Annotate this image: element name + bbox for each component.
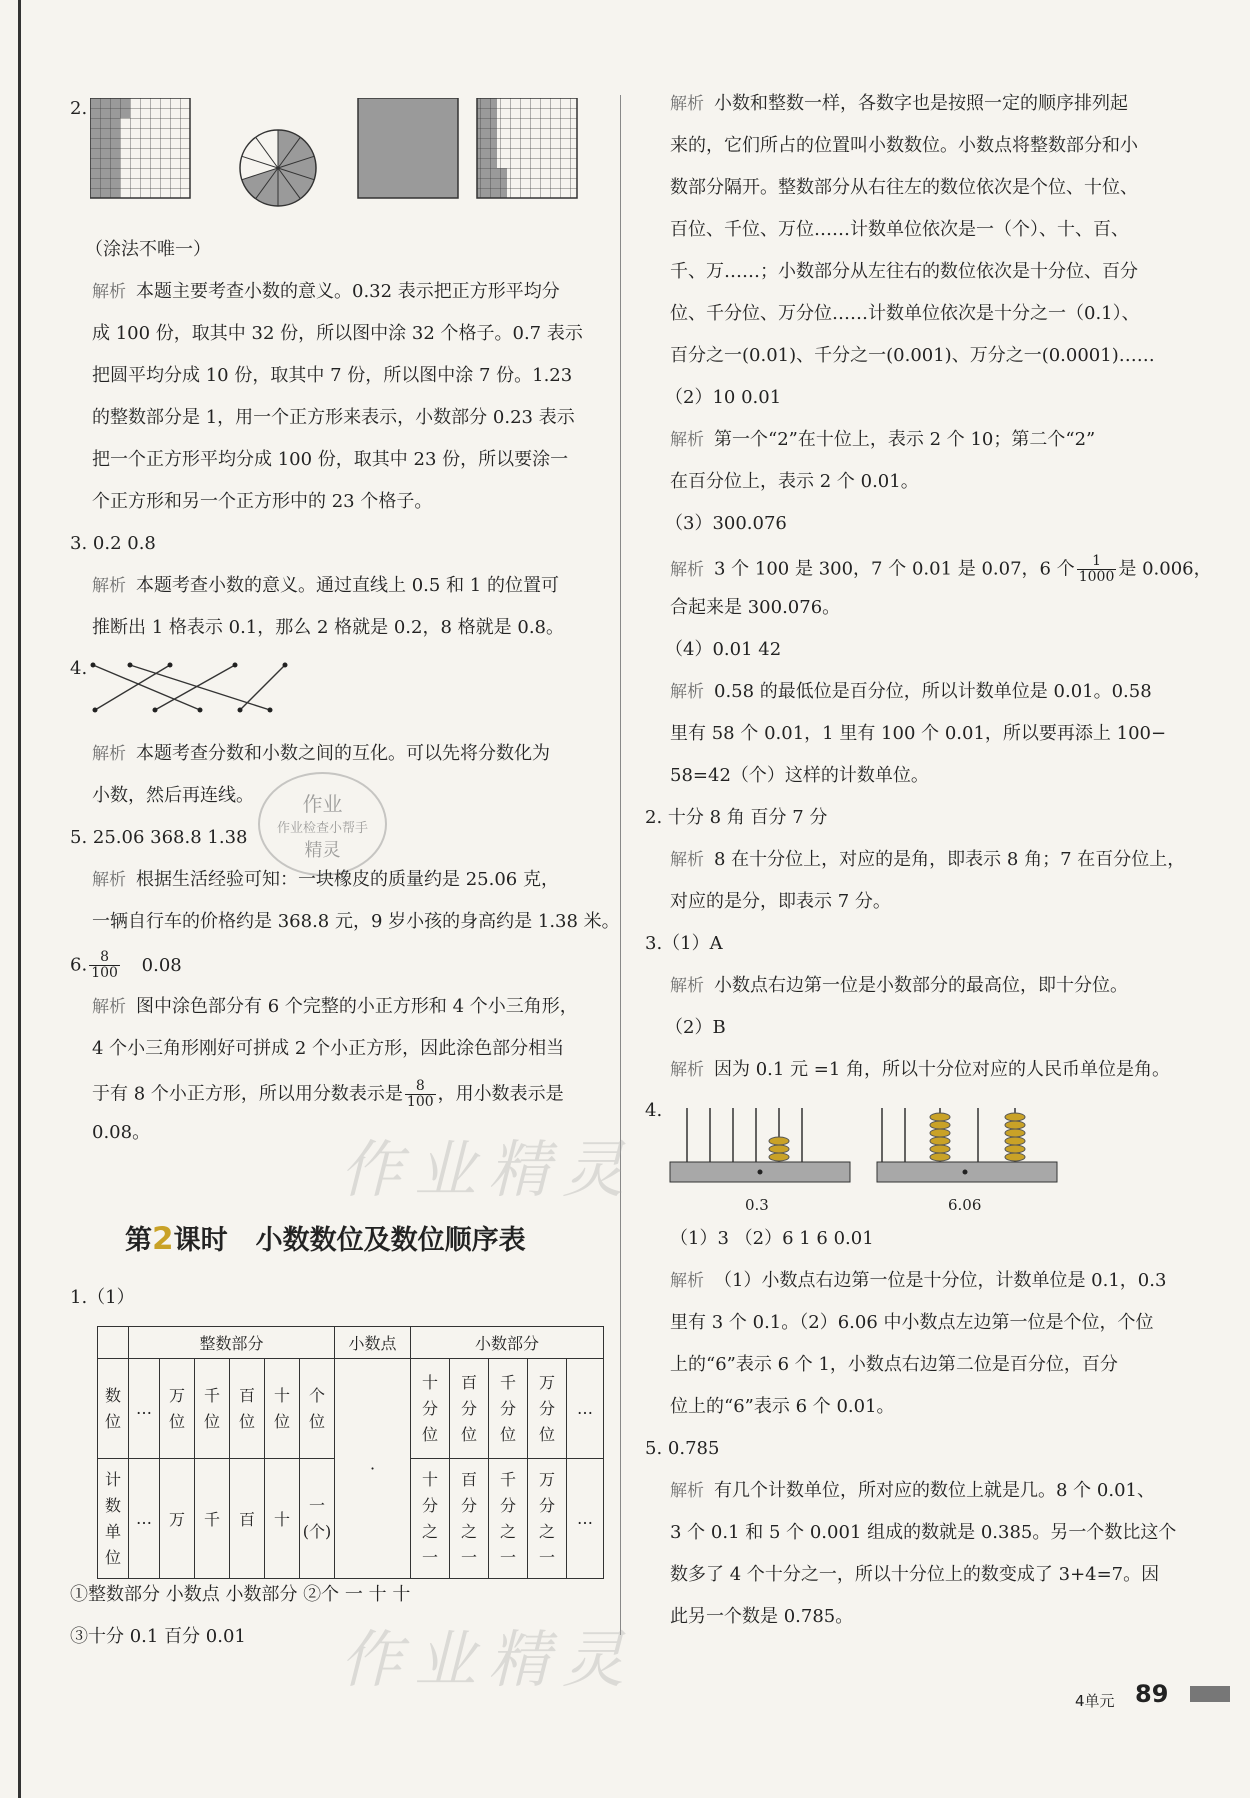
watermark-2: 作业精灵 (340, 1623, 637, 1696)
q6-fraction: $\frac{8}{100}$ (91, 949, 118, 981)
q5-answer: 5. 25.06 368.8 1.38 (70, 827, 248, 848)
q5r-answer: 5. 0.785 (645, 1438, 720, 1459)
circle-sectors (240, 130, 316, 206)
abacus-figures (665, 1100, 1065, 1200)
q4-analysis-line-1: 解析 本题考查分数和小数之间的互化。可以先将分数化为 (92, 743, 550, 764)
grid-square-1 (90, 98, 190, 198)
l1-answer-line-1: ①整数部分 小数点 小数部分 ②个 一 十 十 (70, 1584, 411, 1605)
q2r-analysis-line-1: 解析 8 在十分位上，对应的是角，即表示 8 角；7 在百分位上， (670, 849, 1186, 870)
q5-analysis-line-2: 一辆自行车的价格约是 368.8 元，9 岁小孩的身高约是 1.38 米。 (92, 911, 620, 932)
q5r-analysis-line-1: 解析 有几个计数单位，所对应的数位上就是几。8 个 0.01、 (670, 1480, 1155, 1501)
q6-analysis-line-3: 于有 8 个小正方形，所以用分数表示是 $\frac{8}{100}$ ，用小数表示是 (92, 1078, 564, 1110)
q2-label: 2. (70, 98, 88, 119)
q5r-analysis-line-4: 此另一个数是 0.785。 (670, 1606, 854, 1627)
q2-analysis-line-6: 个正方形和另一个正方形中的 23 个格子。 (92, 491, 433, 512)
full-square (358, 98, 458, 198)
q2-analysis-line-3: 把圆平均分成 10 份，取其中 7 份，所以图中涂 7 份。1.23 (92, 365, 573, 386)
q3r-answer-1: 3.（1）A (645, 933, 723, 954)
q4r-analysis-line-1: 解析 （1）小数点右边第一位是十分位，计数单位是 0.1，0.3 (670, 1270, 1167, 1291)
q2-note: （涂法不唯一） (85, 239, 211, 260)
place-value-table: 整数部分 小数点 小数部分 数 位 … 万 位 千 位 百 位 十 位 个 位 · 十 分 位 百 分 位 千 分 位 万 分 位 … 计 数 单 位 … 万 千 百 十 一 (个) 十 分 之 一 百 分 之 一 千 分 之 一 万 分 之 一 … (97, 1326, 604, 1579)
r-analysis1-line-5: 千、万……；小数部分从左往右的数位依次是十分位、百分 (670, 261, 1138, 282)
r-analysis1-line-3: 数部分隔开。整数部分从右往左的数位依次是个位、十位、 (670, 177, 1138, 198)
q4r-analysis-line-4: 位上的“6”表示 6 个 0.01。 (670, 1396, 895, 1417)
q2r-analysis-line-2: 对应的是分，即表示 7 分。 (670, 891, 891, 912)
column-divider (620, 95, 621, 1635)
q4r-label: 4. (645, 1100, 663, 1121)
q6-analysis-line-1: 解析 图中涂色部分有 6 个完整的小正方形和 4 个小三角形， (92, 996, 578, 1017)
q5r-analysis-line-3: 数多了 4 个十分之一，所以十分位上的数变成了 3+4=7。因 (670, 1564, 1160, 1585)
abacus-label-2: 6.06 (948, 1196, 982, 1214)
r-analysis4-line-3: 58=42（个）这样的计数单位。 (670, 765, 929, 786)
r-answer-2: （2）10 0.01 (665, 387, 782, 408)
page-number: 89 (1135, 1680, 1169, 1708)
q2r-answer: 2. 十分 8 角 百分 7 分 (645, 807, 828, 828)
page-edge (18, 0, 21, 1798)
q6-analysis-line-2: 4 个小三角形刚好可拼成 2 个小正方形，因此涂色部分相当 (92, 1038, 565, 1059)
l1-label: 1.（1） (70, 1287, 135, 1308)
r-analysis1-line-6: 位、千分位、万分位……计数单位依次是十分之一（0.1）、 (670, 303, 1140, 324)
q2-analysis-line-4: 的整数部分是 1，用一个正方形来表示，小数部分 0.23 表示 (92, 407, 575, 428)
q5-analysis-line-1: 解析 根据生活经验可知：一块橡皮的质量约是 25.06 克， (92, 869, 559, 890)
r-analysis4-line-2: 里有 58 个 0.01，1 里有 100 个 0.01，所以要再添上 100− (670, 723, 1167, 744)
q6-analysis-line-4: 0.08。 (92, 1122, 151, 1143)
q3r-analysis-1: 解析 小数点右边第一位是小数部分的最高位，即十分位。 (670, 975, 1128, 996)
r-answer-4: （4）0.01 42 (665, 639, 782, 660)
r-analysis3-line-2: 合起来是 300.076。 (670, 597, 841, 618)
footer-unit: 4单元 (1075, 1692, 1115, 1710)
r-analysis1-line-7: 百分之一(0.01)、千分之一(0.001)、万分之一(0.0001)…… (670, 345, 1155, 366)
r-analysis3-line-1: 解析 3 个 100 是 300，7 个 0.01 是 0.07，6 个 $\frac{1}{1000}$ 是 0.006， (670, 553, 1212, 585)
r-analysis2-line-2: 在百分位上，表示 2 个 0.01。 (670, 471, 919, 492)
q4-label: 4. (70, 658, 88, 679)
r-analysis1-line-4: 百位、千位、万位……计数单位依次是一（个）、十、百、 (670, 219, 1129, 240)
q2-figures (90, 98, 590, 213)
q2-analysis-line-1: 解析 本题主要考查小数的意义。0.32 表示把正方形平均分 (92, 281, 560, 302)
q4-analysis-line-2: 小数，然后再连线。 (92, 785, 254, 806)
q2-analysis-line-5: 把一个正方形平均分成 100 份，取其中 23 份，所以要涂一 (92, 449, 569, 470)
r-answer-3: （3）300.076 (665, 513, 787, 534)
r-analysis2-line-1: 解析 第一个“2”在十位上，表示 2 个 10；第二个“2” (670, 429, 1096, 450)
q3-answer: 3. 0.2 0.8 (70, 533, 156, 554)
lesson-title: 第2课时 小数数位及数位顺序表 (125, 1221, 526, 1257)
l1-answer-line-2: ③十分 0.1 百分 0.01 (70, 1626, 246, 1647)
r-analysis1-line-1: 解析 小数和整数一样，各数字也是按照一定的顺序排列起 (670, 93, 1128, 114)
q3-analysis-line-1: 解析 本题考查小数的意义。通过直线上 0.5 和 1 的位置可 (92, 575, 559, 596)
q2-analysis-line-2: 成 100 份，取其中 32 份，所以图中涂 32 个格子。0.7 表示 (92, 323, 583, 344)
r-analysis1-line-2: 来的，它们所占的位置叫小数数位。小数点将整数部分和小 (670, 135, 1138, 156)
watermark-1: 作业精灵 (340, 1133, 637, 1206)
q4r-analysis-line-3: 上的“6”表示 6 个 1，小数点右边第二位是百分位，百分 (670, 1354, 1118, 1375)
footer-bar (1190, 1686, 1230, 1702)
stamp-seal: 作业 作业检查小帮手 精灵 (258, 772, 387, 876)
grid-square-2 (477, 98, 577, 198)
q3r-analysis-2: 解析 因为 0.1 元 =1 角，所以十分位对应的人民币单位是角。 (670, 1059, 1171, 1080)
q3r-answer-2: （2）B (665, 1017, 726, 1038)
abacus-label-1: 0.3 (745, 1196, 769, 1214)
q6-answer: 6. $\frac{8}{100}$ 0.08 (70, 949, 182, 981)
q5r-analysis-line-2: 3 个 0.1 和 5 个 0.001 组成的数就是 0.385。另一个数比这个 (670, 1522, 1177, 1543)
q3-analysis-line-2: 推断出 1 格表示 0.1，那么 2 格就是 0.2，8 格就是 0.8。 (92, 617, 565, 638)
q4r-answer: （1）3 （2）6 1 6 0.01 (670, 1228, 874, 1249)
q4-matching-lines (90, 660, 290, 720)
r-analysis4-line-1: 解析 0.58 的最低位是百分位，所以计数单位是 0.01。0.58 (670, 681, 1152, 702)
q4r-analysis-line-2: 里有 3 个 0.1。（2）6.06 中小数点左边第一位是个位，个位 (670, 1312, 1154, 1333)
